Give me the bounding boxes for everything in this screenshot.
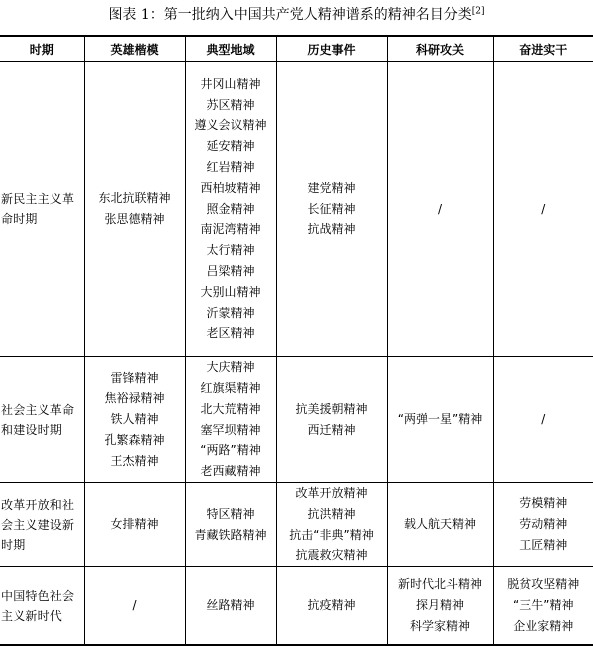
cell-line: 会主义建设新 xyxy=(0,515,84,535)
cell-line: 探月精神 xyxy=(388,595,493,616)
header-heroes: 英雄楷模 xyxy=(84,36,185,62)
cell-line: 西迁精神 xyxy=(277,420,387,441)
header-research: 科研攻关 xyxy=(387,36,493,62)
cell-line: 抗震救灾精神 xyxy=(277,545,387,566)
cell-line: 南泥湾精神 xyxy=(186,219,276,240)
period-cell xyxy=(0,483,84,567)
caption-reference: [2] xyxy=(472,6,485,16)
heroes-cell xyxy=(84,357,185,483)
cell-line: 抗洪精神 xyxy=(277,504,387,525)
cell-line: 焦裕禄精神 xyxy=(85,388,185,409)
cell-line: 劳动精神 xyxy=(494,514,593,535)
table-row xyxy=(0,483,593,567)
cell-line: 王杰精神 xyxy=(85,451,185,472)
header-events: 历史事件 xyxy=(276,36,387,62)
heroes-cell xyxy=(84,567,185,646)
cell-line: 长征精神 xyxy=(277,199,387,220)
cell-line: 青藏铁路精神 xyxy=(186,525,276,546)
cell-line: 照金精神 xyxy=(186,199,276,220)
cell-line: 老区精神 xyxy=(186,323,276,344)
cell-line: 抗疫精神 xyxy=(277,595,387,616)
cell-line: 吕梁精神 xyxy=(186,261,276,282)
header-row xyxy=(0,36,593,62)
period-cell xyxy=(0,62,84,357)
cell-line: “两弹一星”精神 xyxy=(388,409,493,430)
table-row xyxy=(0,62,593,357)
endeavor-cell xyxy=(493,483,593,567)
cell-line: 特区精神 xyxy=(186,504,276,525)
cell-line: 铁人精神 xyxy=(85,409,185,430)
cell-line: / xyxy=(494,409,593,430)
research-cell xyxy=(387,62,493,357)
cell-line: 苏区精神 xyxy=(186,95,276,116)
table-row xyxy=(0,357,593,483)
cell-line: 红岩精神 xyxy=(186,157,276,178)
endeavor-cell xyxy=(493,357,593,483)
cell-line: 井冈山精神 xyxy=(186,74,276,95)
cell-line: 抗美援朝精神 xyxy=(277,399,387,420)
cell-line: 命时期 xyxy=(0,209,84,229)
table-caption xyxy=(0,6,593,24)
cell-line: 沂蒙精神 xyxy=(186,303,276,324)
events-cell xyxy=(276,357,387,483)
endeavor-cell xyxy=(493,567,593,646)
research-cell xyxy=(387,483,493,567)
heroes-cell xyxy=(84,483,185,567)
cell-line: 丝路精神 xyxy=(186,595,276,616)
cell-line: 主义新时代 xyxy=(0,606,84,626)
heroes-cell xyxy=(84,62,185,357)
cell-line: 延安精神 xyxy=(186,136,276,157)
cell-line: 改革开放精神 xyxy=(277,483,387,504)
regions-cell xyxy=(185,62,276,357)
cell-line: / xyxy=(85,595,185,616)
cell-line: 社会主义革命 xyxy=(0,400,84,420)
cell-line: 载人航天精神 xyxy=(388,514,493,535)
spirit-classification-table xyxy=(0,35,593,646)
cell-line: 东北抗联精神 xyxy=(85,188,185,209)
cell-line: 女排精神 xyxy=(85,514,185,535)
cell-line: 脱贫攻坚精神 xyxy=(494,574,593,595)
cell-line: 时期 xyxy=(0,535,84,555)
cell-line: 劳模精神 xyxy=(494,493,593,514)
cell-line: 红旗渠精神 xyxy=(186,378,276,399)
events-cell xyxy=(276,62,387,357)
regions-cell xyxy=(185,567,276,646)
cell-line: 工匠精神 xyxy=(494,535,593,556)
cell-line: 改革开放和社 xyxy=(0,495,84,515)
cell-line: 雷锋精神 xyxy=(85,368,185,389)
regions-cell xyxy=(185,357,276,483)
cell-line: / xyxy=(388,199,493,220)
caption-text: 图表 1：第一批纳入中国共产党人精神谱系的精神名目分类 xyxy=(108,7,471,23)
cell-line: “两路”精神 xyxy=(186,440,276,461)
table-row xyxy=(0,567,593,646)
events-cell xyxy=(276,567,387,646)
period-cell xyxy=(0,567,84,646)
header-regions: 典型地域 xyxy=(185,36,276,62)
header-endeavor: 奋进实干 xyxy=(493,36,593,62)
cell-line: “三牛”精神 xyxy=(494,595,593,616)
cell-line: 和建设时期 xyxy=(0,420,84,440)
header-period: 时期 xyxy=(0,36,84,62)
cell-line: 孔繁森精神 xyxy=(85,430,185,451)
cell-line: 抗战精神 xyxy=(277,219,387,240)
cell-line: 大庆精神 xyxy=(186,357,276,378)
cell-line: 太行精神 xyxy=(186,240,276,261)
cell-line: 科学家精神 xyxy=(388,616,493,637)
cell-line: 中国特色社会 xyxy=(0,586,84,606)
period-cell xyxy=(0,357,84,483)
research-cell xyxy=(387,567,493,646)
endeavor-cell xyxy=(493,62,593,357)
cell-line: 新民主主义革 xyxy=(0,189,84,209)
events-cell xyxy=(276,483,387,567)
cell-line: / xyxy=(494,199,593,220)
cell-line: 西柏坡精神 xyxy=(186,178,276,199)
cell-line: 遵义会议精神 xyxy=(186,115,276,136)
cell-line: 张思德精神 xyxy=(85,209,185,230)
research-cell xyxy=(387,357,493,483)
cell-line: 企业家精神 xyxy=(494,616,593,637)
cell-line: 建党精神 xyxy=(277,178,387,199)
cell-line: 抗击“非典”精神 xyxy=(277,525,387,546)
cell-line: 大别山精神 xyxy=(186,282,276,303)
cell-line: 塞罕坝精神 xyxy=(186,420,276,441)
regions-cell xyxy=(185,483,276,567)
cell-line: 北大荒精神 xyxy=(186,399,276,420)
cell-line: 新时代北斗精神 xyxy=(388,574,493,595)
cell-line: 老西藏精神 xyxy=(186,461,276,482)
